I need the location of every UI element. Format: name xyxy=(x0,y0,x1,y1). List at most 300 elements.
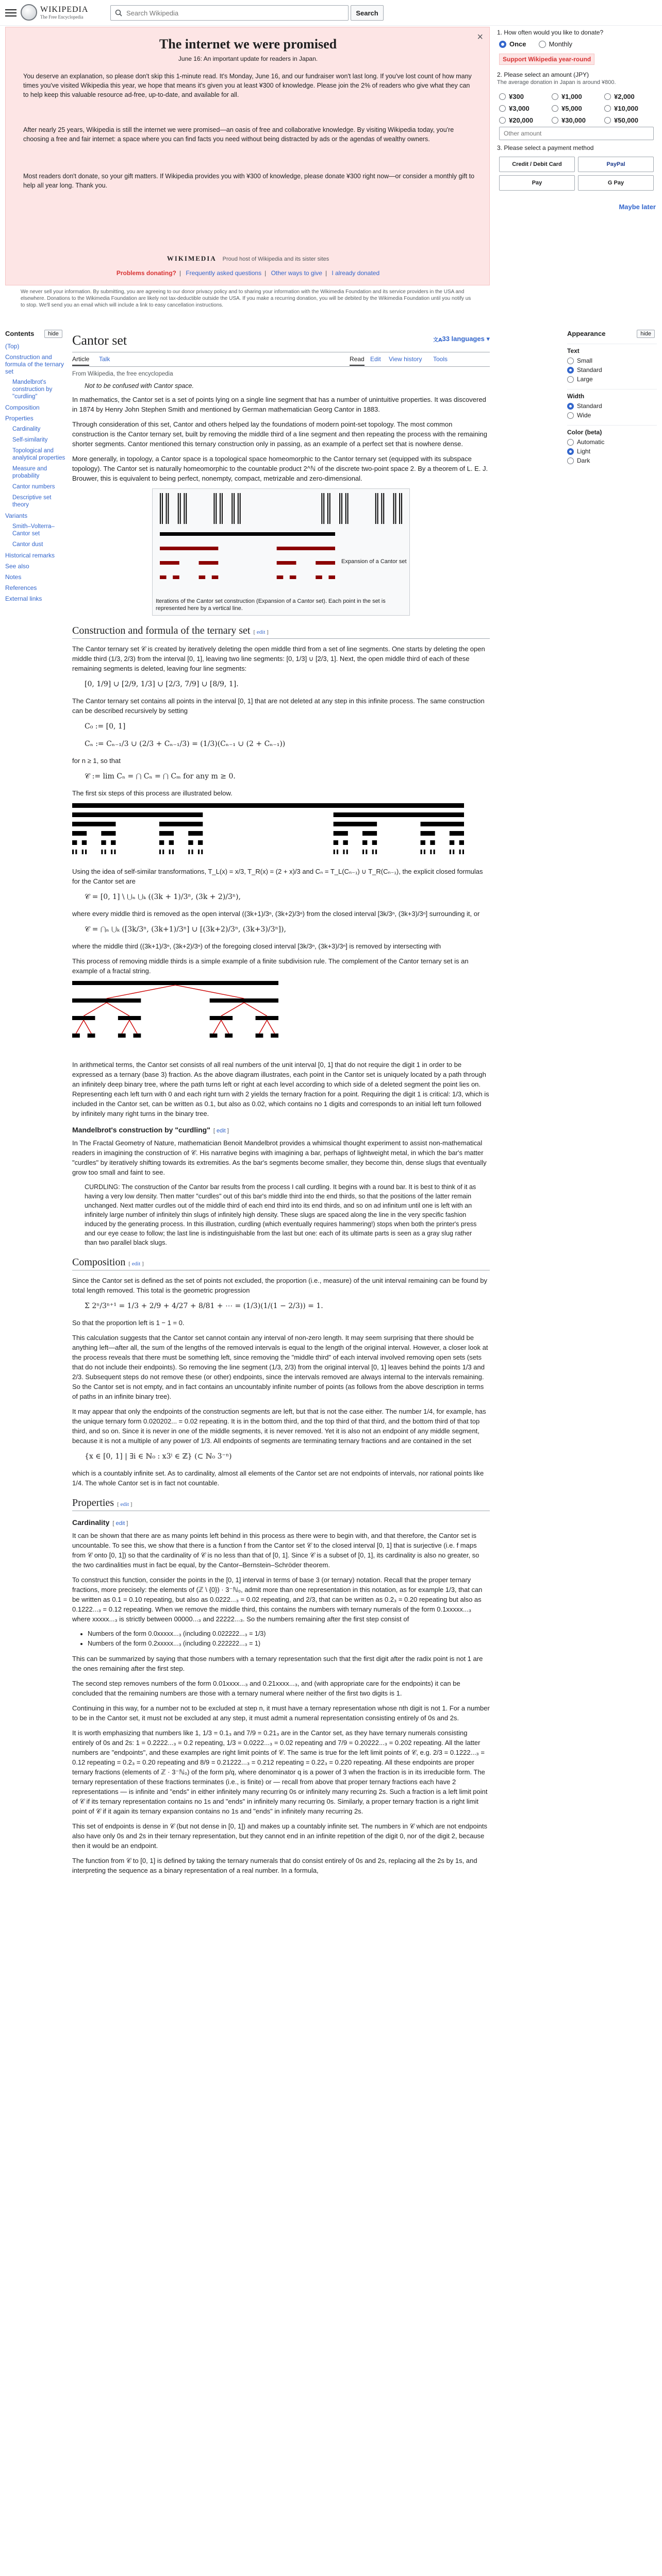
mandelbrot-quote: CURDLING: The construction of the Cantor bar results from the process I call curdling. It begins with a round bar. It is best to think of it as having a very low density. Then matter "curdles" out of this bar's middle third into the end thirds, so that the positions of the latter remain unchanged. Next matter curdles out of the middle third of each end third into its end thirds, and so on ad infinitum until one is left with an infinitely large number of infinitely thin slugs of infinitely high density. These slugs are spaced along the line in the very specific fashion induced by the generating process. In this illustration, curdling (which eventually requires hammering!) stops when both the printer's press and our eye cease to follow; the last line is indistinguishable from the last but one: each of its ultimate parts is seen as a gray slug rather than two parallel black slugs. xyxy=(85,1183,477,1246)
cantor-iteration-bar xyxy=(160,561,179,565)
toc-item[interactable] xyxy=(5,379,67,400)
amount-label: ¥10,000 xyxy=(614,105,638,112)
tree-level-bar xyxy=(72,981,278,985)
formula-cn: Cₙ := Cₙ₋₁/3 ∪ (2/3 + Cₙ₋₁/3) = (1/3)(Cₙ₋₁ ∪ (2 + Cₙ₋₁)) xyxy=(85,740,286,748)
cantor-step-bar xyxy=(421,850,422,854)
already-donated-link[interactable]: I already donated xyxy=(332,269,380,277)
tree-branch xyxy=(221,1003,244,1016)
cantor-bar xyxy=(339,493,340,524)
toc-item-link[interactable]: See also xyxy=(5,563,29,570)
option-label: Standard xyxy=(577,366,602,374)
construction-paragraph-7: where the middle third ((3k+1)/3ⁿ, (3k+2)/3ⁿ) of the foregoing closed interval [3k/3ⁿ, (3k+3)/3ⁿ] is removed by intersecting with xyxy=(72,942,441,950)
cantor-iteration-bar xyxy=(199,561,219,565)
cantor-iteration-bar xyxy=(160,575,167,579)
tree-branch xyxy=(175,985,244,998)
search-icon xyxy=(115,9,122,16)
amount-option[interactable] xyxy=(499,116,549,124)
close-icon[interactable]: × xyxy=(477,31,483,43)
toc-hide-button[interactable]: hide xyxy=(44,330,62,338)
tree-branch xyxy=(244,1003,267,1016)
cantor-bar xyxy=(393,493,394,524)
toc-item[interactable] xyxy=(5,523,67,537)
cantor-step-bar xyxy=(72,822,115,826)
color-option[interactable] xyxy=(567,448,657,455)
cantor-step-bar xyxy=(421,822,464,826)
tree-branch xyxy=(76,1020,84,1033)
maybe-later-link[interactable]: Maybe later xyxy=(619,203,656,211)
main-menu-icon[interactable] xyxy=(5,7,16,18)
cantor-bar xyxy=(213,493,214,524)
toc-item-link[interactable]: Mandelbrot's construction by "curdling" xyxy=(12,379,53,400)
step-amount-label: 2. Please select an amount (JPY) xyxy=(497,71,589,78)
cantor-bar xyxy=(329,493,330,524)
toc-item[interactable] xyxy=(5,343,67,350)
cantor-step-bar xyxy=(159,822,203,826)
toc-item[interactable] xyxy=(5,404,67,411)
cantor-step-bar xyxy=(72,803,464,808)
construction-paragraph-8: This process of removing middle thirds is a simple example of a finite subdivision rule. The complement of the Cantor ternary set is an example of a fractal string. xyxy=(72,957,469,975)
binary-tree-figure xyxy=(72,981,490,1055)
radio-icon xyxy=(552,105,558,112)
tree-branch xyxy=(107,1003,129,1016)
banner-subtitle: June 16: An important update for readers in Japan. xyxy=(178,55,318,62)
wikimedia-subtitle: Proud host of Wikipedia and its sister sites xyxy=(222,256,329,262)
card-payment-button[interactable]: Credit / Debit Card xyxy=(499,157,575,172)
amount-label: ¥1,000 xyxy=(561,93,582,100)
construction-paragraph-3: for n ≥ 1, so that xyxy=(72,757,121,765)
toc-item[interactable] xyxy=(5,573,67,581)
lead-paragraph-1: In mathematics, the Cantor set is a set of points lying on a single line segment that has a number of unintuitive properties. It was discovered in 1874 by Henry John Stephen Smith and mentioned by German mathematician Georg Cantor in 1883. xyxy=(72,396,486,413)
chevron-down-icon: ▾ xyxy=(486,335,490,343)
toc-item[interactable] xyxy=(5,447,67,462)
cardinality-paragraph-4: The second step removes numbers of the form 0.01xxxx...₃ and 0.21xxxx...₃, and (with appropriate care for the endpoints) it can be concluded that the remaining numbers are those with a ternary numeral where neither of the first two digits is 1. xyxy=(72,1680,460,1697)
amount-option[interactable] xyxy=(604,105,654,112)
logo-wordmark: WIKIPEDIA xyxy=(40,5,89,14)
cantor-step-bar xyxy=(111,840,115,845)
cantor-iteration-bar xyxy=(212,575,219,579)
formula-limit: 𝒞 := lim Cₙ = ⋂ Cₙ = ⋂ Cₘ for any m ≥ 0. xyxy=(85,772,236,781)
cantor-bar xyxy=(321,493,322,524)
tree-branch xyxy=(129,1020,137,1033)
amount-label: ¥300 xyxy=(509,93,524,100)
amount-label: ¥20,000 xyxy=(509,116,533,124)
cantor-step-bar xyxy=(334,831,348,836)
cantor-step-bar xyxy=(82,840,87,845)
formula-four-segments: [0, 1/9] ∪ [2/9, 1/3] ∪ [2/3, 7/9] ∪ [8/9, 1]. xyxy=(85,680,239,688)
tree-branch xyxy=(213,1020,221,1033)
cantor-step-bar xyxy=(343,840,347,845)
toc-item-link[interactable]: Cantor numbers xyxy=(12,484,55,490)
color-option[interactable] xyxy=(567,457,657,464)
cantor-bar xyxy=(240,493,241,524)
tree-branch xyxy=(259,1020,267,1033)
tree-level-bar xyxy=(118,1033,126,1038)
toc-item-link[interactable]: Variants xyxy=(5,512,28,519)
site-subtitle: From Wikipedia, the free encyclopedia xyxy=(72,371,173,377)
edit-section-link[interactable]: edit xyxy=(256,629,266,635)
toc-item[interactable] xyxy=(5,595,67,602)
cantor-iteration-bar xyxy=(277,547,335,550)
paypal-button[interactable]: PayPal xyxy=(578,157,654,172)
cantor-bar xyxy=(162,493,163,524)
problems-donating-link[interactable]: Problems donating? xyxy=(116,269,176,277)
list-item: • Numbers of the form 0.2xxxxx...₃ (including 0.222222...₃ = 1) xyxy=(88,1639,490,1649)
radio-icon xyxy=(604,93,611,100)
tree-level-bar xyxy=(88,1033,95,1038)
cardinality-paragraph-6: It is worth emphasizing that numbers like 1, 1/3 = 0.1₃ and 7/9 = 0.21₃ are in the Cantor set, as they have ternary numerals consisting entirely of 0s and 2s: 1 = 0.2222...₃ = 0.2 repeating, 1/3 = 0.0222...₃ = 0.02 repeating and 7/9 = 0.20222...₃ = 0.202 repeating. All the latter numbers are "endpoints", and these examples are right limit points of 𝒞. The same is true for the left limit points of 𝒞, e.g. 2/3 = 0.1222...₃ = 0.12 repeating = 0.2₃ = 0.20 repeating and 8/9 = 0.21222...₃ = 0.212 repeating = 0.22₃ = 0.220 repeating. All these endpoints are proper ternary fractions (elements of ℤ · 3⁻ℕ₀) of the form p/q, where denominator q is a power of 3 when the fraction is in its irreducible form. The ternary representation of these fractions terminates (i.e., is finite) or — recall from above that proper ternary fractions each have 2 representations — is infinite and "ends" in either infinitely many recurring 0s or infinitely many recurring 2s. Such a fraction is a left limit point of 𝒞 if its ternary representation contains no 1s and "ends" in infinitely many recurring 0s. Similarly, a proper ternary fraction is a right limit point of 𝒞 if it again its ternary expansion contains no 1s and "ends" in infinitely many recurring 2s. xyxy=(72,1729,488,1815)
cantor-step-bar xyxy=(424,850,425,854)
toc-item-link[interactable]: References xyxy=(5,584,37,591)
search-form xyxy=(110,5,384,21)
appearance-title: Appearance xyxy=(567,330,606,337)
amount-option[interactable] xyxy=(552,105,601,112)
lead-paragraph-3: More generally, in topology, a Cantor space is a topological space homeomorphic to the Cantor ternary set (equipped with its subspace topology). The Cantor set is naturally homeomorphic to the countable product 2^ℕ of the discrete two-point space 2. By a theorem of L. E. J. Brouwer, this is equivalent to being perfect, nonempty, compact, metrizable and zero-dimensional. xyxy=(72,455,488,482)
amount-option[interactable] xyxy=(604,116,654,124)
option-label: Small xyxy=(577,357,593,364)
cantor-step-bar xyxy=(191,850,193,854)
frequency-monthly-option[interactable]: Monthly xyxy=(539,40,573,48)
cantor-step-bar xyxy=(72,840,77,845)
wikipedia-logo[interactable] xyxy=(21,4,108,22)
toc-item-link[interactable]: (Top) xyxy=(5,343,20,350)
tab-read[interactable]: Read xyxy=(350,355,365,366)
composition-paragraph-2: So that the proportion left is 1 − 1 = 0. xyxy=(72,1319,185,1327)
cantor-step-bar xyxy=(334,850,335,854)
toc-item-link[interactable]: Self-similarity xyxy=(12,437,48,443)
cantor-step-bar xyxy=(159,850,161,854)
cantor-bar xyxy=(395,493,396,524)
language-count: 33 languages xyxy=(442,335,485,343)
cantor-bar xyxy=(166,493,167,524)
cantor-step-bar xyxy=(362,850,364,854)
figure-caption: Iterations of the Cantor set construction (Expansion of a Cantor set). Each point in the set is represented here by a vertical line. xyxy=(156,598,386,612)
cantor-step-bar xyxy=(159,831,174,836)
cantor-bar xyxy=(160,493,161,524)
cantor-expansion-figure xyxy=(152,488,410,616)
cantor-step-bar xyxy=(372,840,377,845)
page-tabs xyxy=(72,352,490,367)
banner-paragraph-1: You deserve an explanation, so please don't skip this 1-minute read. It's Monday, June 16, and our fundraiser won't last long. If you've lost count of how many times you've visited Wikipedia this year, we hope that means it's given you at least ¥300 of knowledge. Please join the 2% of readers who give what they can to help keep this valuable resource ad-free, up-to-date, and available for all. xyxy=(23,73,472,98)
cantor-step-bar xyxy=(162,850,164,854)
toc-item[interactable] xyxy=(5,512,67,519)
cantor-step-bar xyxy=(198,840,203,845)
article xyxy=(72,330,490,1880)
formula-c0: C₀ := [0, 1] xyxy=(85,722,126,731)
cantor-step-bar xyxy=(201,850,203,854)
cantor-bar xyxy=(347,493,349,524)
option-label: Automatic xyxy=(577,438,605,446)
amount-label: ¥5,000 xyxy=(561,105,582,112)
six-steps-image xyxy=(72,803,464,860)
remaining-numbers-list xyxy=(72,1629,490,1649)
cantor-step-bar xyxy=(101,850,103,854)
tree-branch xyxy=(84,1020,91,1033)
radio-checked-icon xyxy=(499,41,506,48)
cantor-step-bar xyxy=(111,850,112,854)
cantor-step-bar xyxy=(337,850,338,854)
toc-item-link[interactable]: Descriptive set theory xyxy=(12,495,52,508)
cardinality-paragraph-2: To construct this function, consider the points in the [0, 1] interval in terms of base 3 (or ternary) notation. Recall that the proper ternary fractions, more precisely: the elements of (ℤ \ {0}) · 3⁻ℕ₀, admit more than one representation in this notation, as for example 1/3, that can be written as 0.1 = 0.10 repeating, but also as 0.0222...₃ = 0.02 repeating, and 2/3, that can be written as 0.2₃ = 0.20 repeating but also as 0.1222...₃ = 0.12 repeating. When we remove the middle third, this contains the numbers with ternary numerals of the form 0.1xxxxx...₃ where xxxxx...₃ is strictly between 00000...₃ and 22222...₃. So the numbers remaining after the first step consist of xyxy=(72,1576,483,1623)
toc-item[interactable] xyxy=(5,483,67,490)
cantor-step-bar xyxy=(459,840,464,845)
toc-item[interactable] xyxy=(5,584,67,591)
toc-item-link[interactable]: External links xyxy=(5,595,42,602)
cantor-step-bar xyxy=(453,850,454,854)
donate-form xyxy=(496,27,657,295)
toc-item[interactable] xyxy=(5,563,67,570)
toc-item-link[interactable]: Historical remarks xyxy=(5,552,55,559)
cantor-bar xyxy=(180,493,181,524)
google-pay-button[interactable]: G Pay xyxy=(578,175,654,191)
composition-paragraph-3: This calculation suggests that the Cantor set cannot contain any interval of non-zero length. It may seem surprising that there should be anything left—after all, the sum of the lengths of the removed intervals is equal to the length of the original interval. However, a closer look at the process reveals that there must be something left, since removing the "middle third" of each interval involved removing open sets (sets that do not include their endpoints). So removing the line segment (1/3, 2/3) from the original interval [0, 1] leaves behind the points 1/3 and 2/3. Subsequent steps do not remove these (or other) endpoints, since the intervals removed are always internal to the intervals remaining. So the Cantor set is not empty, and in fact contains an uncountably infinite number of points (as follows from the above description in terms of paths in an infinite binary tree). xyxy=(72,1334,488,1400)
formula-geometric-series: Σ 2ⁿ/3ⁿ⁺¹ = 1/3 + 2/9 + 4/27 + 8/81 + ⋯ = (1/3)(1/(1 − 2/3)) = 1. xyxy=(85,1302,323,1310)
text-size-group xyxy=(567,344,657,383)
amount-option[interactable] xyxy=(499,93,549,100)
cantor-bar xyxy=(345,493,346,524)
cantor-expansion-image xyxy=(155,491,407,594)
composition-paragraph-5: which is a countably infinite set. As to cardinality, almost all elements of the Cantor set are not endpoints of intervals, nor rational points like 1/4. The whole Cantor set is in fact not countable. xyxy=(72,1469,484,1487)
tree-level-bar xyxy=(271,1033,278,1038)
wikimedia-logo xyxy=(6,254,490,263)
amount-options xyxy=(499,93,654,124)
cantor-step-bar xyxy=(421,840,425,845)
figure-inset-label: Expansion of a Cantor set xyxy=(341,558,407,565)
cantor-step-bar xyxy=(72,850,74,854)
width-options xyxy=(567,402,657,419)
edit-section-link[interactable]: edit xyxy=(115,1520,125,1527)
list-item: • Numbers of the form 0.0xxxxx...₃ (including 0.022222...₃ = 1/3) xyxy=(88,1629,490,1639)
tab-view-history[interactable]: View history xyxy=(389,355,422,363)
toc-item-link[interactable]: Measure and probability xyxy=(12,466,47,479)
cantor-bar xyxy=(186,493,187,524)
option-label: Light xyxy=(577,448,591,455)
site-header xyxy=(0,0,662,26)
text-size-label: Text xyxy=(567,344,657,354)
hatnote: Not to be confused with Cantor space. xyxy=(85,382,194,389)
cantor-step-bar xyxy=(434,850,435,854)
color-options xyxy=(567,438,657,464)
amount-label: ¥3,000 xyxy=(509,105,529,112)
section-construction-heading: Construction and formula of the ternary set [ edit ] xyxy=(72,625,490,639)
radio-icon xyxy=(552,117,558,124)
link-separator: | xyxy=(179,269,181,277)
cantor-step-bar xyxy=(450,840,454,845)
cantor-iteration-bar xyxy=(160,547,218,550)
cardinality-paragraph-3: This can be summarized by saying that those numbers with a ternary representation such that the first digit after the radix point is not 1 are the ones remaining after the first step. xyxy=(72,1655,483,1672)
cantor-bar xyxy=(401,493,402,524)
tree-level-bar xyxy=(72,1016,95,1020)
cantor-iteration-bar xyxy=(290,575,296,579)
banner-paragraph-3: Most readers don't donate, so your gift matters. If Wikipedia provides you with ¥300 of knowledge, please donate ¥300 right now—or consider a monthly gift to help all year long. Thank you. xyxy=(23,173,475,189)
other-amount-input[interactable] xyxy=(499,127,654,140)
width-label: Width xyxy=(567,389,657,400)
cantor-step-bar xyxy=(362,840,367,845)
toc-item-link[interactable]: Notes xyxy=(5,573,22,581)
tab-article[interactable]: Article xyxy=(72,355,89,366)
amount-option[interactable] xyxy=(552,116,601,124)
tab-edit[interactable]: Edit xyxy=(370,355,381,363)
toc-item[interactable] xyxy=(5,426,67,433)
six-steps-figure xyxy=(72,803,490,861)
color-option[interactable] xyxy=(567,438,657,446)
cardinality-paragraph-7: This set of endpoints is dense in 𝒞 (but not dense in [0, 1]) and makes up a countably infinite set. The numbers in 𝒞 which are not endpoints also have only 0s and 2s in their ternary representation, but they cannot end in an infinite repetition of the digit 0, nor of the digit 2, because then it would be an endpoint. xyxy=(72,1822,487,1850)
cantor-step-bar xyxy=(101,840,106,845)
cantor-step-bar xyxy=(75,850,77,854)
cantor-step-bar xyxy=(334,822,377,826)
toc-item-link[interactable]: Smith–Volterra–Cantor set xyxy=(12,523,55,537)
toc-item[interactable] xyxy=(5,541,67,548)
cantor-bar xyxy=(375,493,376,524)
width-option[interactable] xyxy=(567,402,657,410)
cardinality-paragraph-8: The function from 𝒞 to [0, 1] is defined by taking the ternary numerals that do consist entirely of 0s and 2s, replacing all the 2s by 1s, and interpreting the sequence as a binary representation of a real number. In a formula, xyxy=(72,1857,477,1874)
faq-link[interactable]: Frequently asked questions xyxy=(186,269,262,277)
radio-checked-icon xyxy=(567,403,574,410)
wikimedia-wordmark: WIKIMEDIA xyxy=(167,255,217,262)
title-row xyxy=(72,330,490,352)
toc-item-link[interactable]: Cantor dust xyxy=(12,541,43,548)
cantor-bar xyxy=(220,493,221,524)
cantor-step-bar xyxy=(421,831,435,836)
amount-option[interactable] xyxy=(604,93,654,100)
cantor-iteration-bar xyxy=(173,575,179,579)
frequency-options xyxy=(499,40,572,48)
tree-level-bar xyxy=(210,998,278,1003)
toc-item-link[interactable]: Cardinality xyxy=(12,426,41,432)
construction-paragraph-6: where every middle third is removed as the open interval ((3k+1)/3ⁿ, (3k+2)/3ⁿ) from the closed interval [3k/3ⁿ, (3k+3)/3ⁿ] surrounding it, or xyxy=(72,910,480,918)
cantor-step-bar xyxy=(362,831,377,836)
lead-paragraph-2: Through consideration of this set, Cantor and others helped lay the foundations of modern point-set topology. The most common construction is the Cantor ternary set, built by removing the middle third of a line segment and then repeating the process with the remaining shorter segments. Cantor mentioned this ternary construction only in passing, as an example of a perfect set that is nowhere dense. xyxy=(72,420,487,448)
option-label: Standard xyxy=(577,402,602,410)
text-option[interactable] xyxy=(567,376,657,383)
color-label: Color (beta) xyxy=(567,425,657,436)
cantor-iteration-bar xyxy=(277,561,296,565)
text-option[interactable] xyxy=(567,366,657,374)
apple-pay-button[interactable]: Pay xyxy=(499,175,575,191)
cantor-bar xyxy=(238,493,239,524)
edit-section-link[interactable]: edit xyxy=(131,1261,141,1267)
cantor-step-bar xyxy=(172,850,174,854)
edit-section-link[interactable]: edit xyxy=(120,1501,129,1507)
cantor-step-bar xyxy=(334,812,464,817)
cantor-step-bar xyxy=(198,850,200,854)
radio-icon xyxy=(567,412,574,419)
cantor-step-bar xyxy=(430,850,432,854)
language-button[interactable] xyxy=(433,335,490,343)
construction-paragraph-9: In arithmetical terms, the Cantor set consists of all real numbers of the unit interval [0, 1] that do not require the digit 1 in order to be expressed as a ternary (base 3) fraction. As the above diagram illustrates, each point in the Cantor set is uniquely located by a path through an infinitely deep binary tree, where the path turns left or right at each level according to which side of a deleted segment the point lies on. Representing each left turn with 0 and each right turn with 2 yields the ternary fraction for a point. Requiring the digit 1 is critical: 1/3, which is included in the Cantor set, can be written as 0.1, but also as 0.02, which contains no 1 digits and corresponds to an initial left turn followed by infinitely many right turns in the binary tree. xyxy=(72,1061,489,1117)
tree-level-bar xyxy=(210,1033,218,1038)
tree-branch xyxy=(84,1003,106,1016)
toc-item[interactable] xyxy=(5,353,67,375)
radio-icon xyxy=(567,358,574,364)
radio-icon xyxy=(604,117,611,124)
cantor-iteration-bar xyxy=(316,575,322,579)
search-button[interactable]: Search xyxy=(351,5,384,21)
cantor-bar xyxy=(383,493,384,524)
amount-option[interactable] xyxy=(499,105,549,112)
toc-item[interactable] xyxy=(5,465,67,480)
toc-item[interactable] xyxy=(5,494,67,509)
cantor-step-bar xyxy=(450,850,451,854)
frequency-once-option[interactable]: Once xyxy=(499,40,526,48)
radio-icon xyxy=(499,117,506,124)
amount-label: ¥2,000 xyxy=(614,93,635,100)
option-label: Dark xyxy=(577,457,590,464)
radio-icon xyxy=(567,457,574,464)
search-input[interactable] xyxy=(110,5,349,21)
tree-level-bar xyxy=(118,1016,141,1020)
text-option[interactable] xyxy=(567,357,657,364)
toc-item[interactable] xyxy=(5,552,67,559)
toc-item[interactable] xyxy=(5,436,67,444)
toc-title: Contents xyxy=(5,330,35,337)
cantor-bar xyxy=(216,493,217,524)
cantor-step-bar xyxy=(188,840,193,845)
cantor-step-bar xyxy=(105,850,106,854)
cantor-step-bar xyxy=(72,831,87,836)
toc-item-link[interactable]: Composition xyxy=(5,404,40,411)
link-separator: | xyxy=(264,269,267,277)
radio-icon xyxy=(604,105,611,112)
subsection-curdling-heading: Mandelbrot's construction by "curdling" [ edit ] xyxy=(72,1126,229,1134)
composition-paragraph-4: It may appear that only the endpoints of the construction segments are left, but that is not the case either. The number 1/4, for example, has the unique ternary form 0.020202... = 0.02 repeating. It is in the bottom third, and the top third of that third, and the bottom third of that top third, and so on. Since it is never in one of the middle segments, it is never removed. Yet it is also not an endpoint of any middle segment, because it is not a multiple of any power of 1/3. All endpoints of segments are terminating ternary fractions and are contained in the set xyxy=(72,1408,486,1445)
tab-talk[interactable]: Talk xyxy=(99,355,110,363)
width-group xyxy=(567,389,657,419)
amount-label: ¥50,000 xyxy=(614,116,638,124)
construction-paragraph-4: The first six steps of this process are illustrated below. xyxy=(72,789,233,797)
cantor-iteration-bar xyxy=(160,532,335,536)
formula-closed-1: 𝒞 = [0, 1] \ ⋃ₙ ⋃ₖ ((3k + 1)/3ⁿ, (3k + 2)/3ⁿ), xyxy=(85,893,241,901)
toc-item-link[interactable]: Properties xyxy=(5,415,34,422)
width-option[interactable] xyxy=(567,412,657,419)
cantor-bar xyxy=(377,493,378,524)
appearance-panel xyxy=(567,330,657,466)
tree-level-bar xyxy=(225,1033,233,1038)
toc-item-link[interactable]: Topological and analytical properties xyxy=(12,448,65,461)
curdling-paragraph-1: In The Fractal Geometry of Nature, mathematician Benoit Mandelbrot provides a whimsical thought experiment to assist non-mathematical readers in imagining the construction of 𝒞. His narrative begins with imagining a bar, perhaps of lightweight metal, in which the bar's matter "curdles" by iteratively shifting towards its extremities. As the bar's segments become smaller, they become thin, dense slugs that eventually grow too small and faint to see. xyxy=(72,1139,487,1176)
radio-icon xyxy=(499,93,506,100)
color-group xyxy=(567,425,657,464)
subsection-cardinality-heading: Cardinality [ edit ] xyxy=(72,1518,128,1527)
toc-item-link[interactable]: Construction and formula of the ternary set xyxy=(5,353,64,375)
cantor-step-bar xyxy=(334,840,338,845)
tab-tools[interactable]: Tools xyxy=(433,355,448,363)
option-label: Large xyxy=(577,376,593,383)
cantor-step-bar xyxy=(430,840,435,845)
other-ways-link[interactable]: Other ways to give xyxy=(271,269,322,277)
cantor-iteration-bar xyxy=(316,561,335,565)
toc-list xyxy=(5,343,67,602)
edit-section-link[interactable]: edit xyxy=(216,1128,226,1134)
tree-level-bar xyxy=(256,1033,263,1038)
cardinality-paragraph-1: It can be shown that there are as many points left behind in this process as there were to begin with, and that therefore, the Cantor set is uncountable. To see this, we show that there is a function f from the Cantor set 𝒞 to the closed interval [0, 1] that is surjective (i.e. f maps from 𝒞 onto [0, 1]) so that the cardinality of 𝒞 is no less than that of [0, 1]. Since 𝒞 is a subset of [0, 1], its cardinality is also no greater, so the two cardinalities must in fact be equal, by the Cantor–Bernstein–Schröder theorem. xyxy=(72,1532,479,1569)
cantor-step-bar xyxy=(169,850,171,854)
amount-option[interactable] xyxy=(552,93,601,100)
cantor-bar xyxy=(178,493,179,524)
radio-icon xyxy=(567,376,574,383)
cantor-step-bar xyxy=(159,840,164,845)
toc-item[interactable] xyxy=(5,415,67,422)
cantor-step-bar xyxy=(188,850,190,854)
amount-label: ¥30,000 xyxy=(561,116,586,124)
step-frequency-label: 1. How often would you like to donate? xyxy=(497,29,604,36)
appearance-hide-button[interactable]: hide xyxy=(637,330,655,338)
tree-branch xyxy=(221,1020,229,1033)
tree-branch xyxy=(267,1020,275,1033)
cantor-step-bar xyxy=(375,850,377,854)
cantor-step-bar xyxy=(343,850,344,854)
globe-icon xyxy=(21,4,37,21)
cantor-step-bar xyxy=(114,850,115,854)
